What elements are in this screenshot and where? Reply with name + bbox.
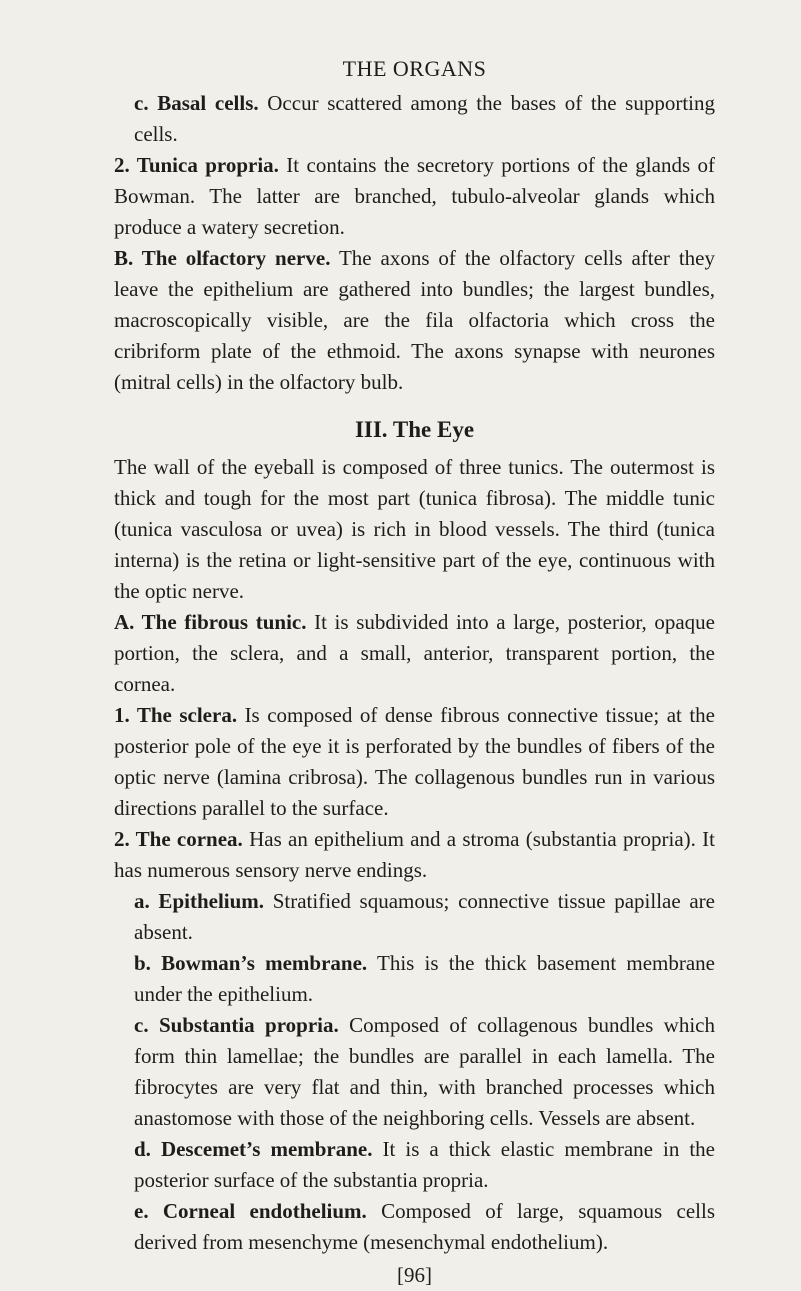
paragraph <box>114 452 715 607</box>
paragraph-text: Occur scattered among the bases of the supporting cells. <box>134 91 715 147</box>
top-paragraphs <box>114 88 715 398</box>
paragraph <box>114 886 715 948</box>
paragraph-text: The axons of the olfactory cells after they leave the epithelium are gathered into bundles; the largest bundles, macroscopically visible, are the fila olfactoria which cross the cribriform plate of the ethmoid. The axons synapse with neurones (mitral cells) in the olfactory bulb. <box>114 246 715 395</box>
running-head: THE ORGANS <box>342 56 487 81</box>
paragraph-lead: d. Descemet’s membrane. <box>134 1136 373 1161</box>
paragraph-text: Composed of collagenous bundles which form thin lamellae; the bundles are parallel in each lamella. The fibrocytes are very flat and thin, with branched processes which anastomose with those of the neighboring cells. Vessels are absent. <box>134 1012 715 1130</box>
paragraph-text: Is composed of dense fibrous connective tissue; at the posterior pole of the eye it is perforated by the bundles of fibers of the optic nerve (lamina cribrosa). The collagenous bundles run in various directions parallel to the surface. <box>114 702 715 820</box>
paragraph-lead: 2. The cornea. <box>114 826 243 851</box>
paragraph <box>114 824 715 886</box>
paragraph-text: The wall of the eyeball is composed of three tunics. The outermost is thick and tough for the most part (tunica fibrosa). The middle tunic (tunica vasculosa or uvea) is rich in blood vessels. The third (tunica interna) is the retina or light-sensitive part of the eye, continuous with the optic nerve. <box>114 454 715 603</box>
paragraph-lead: e. Corneal endothelium. <box>134 1198 367 1223</box>
paragraph <box>114 948 715 1010</box>
paragraph-lead: c. Substantia propria. <box>134 1012 339 1037</box>
paragraph <box>114 1010 715 1134</box>
paragraph <box>114 1196 715 1258</box>
paragraph-text: This is the thick basement membrane under the epithelium. <box>134 950 715 1006</box>
paragraph-lead: b. Bowman’s membrane. <box>134 950 368 975</box>
paragraph-lead: B. The olfactory nerve. <box>114 246 331 271</box>
paragraph <box>114 607 715 700</box>
paragraph-text: Has an epithelium and a stroma (substantia propria). It has numerous sensory nerve endings. <box>114 826 715 882</box>
paragraph <box>114 1134 715 1196</box>
paragraph-lead: a. Epithelium. <box>134 888 265 913</box>
page-number: [96] <box>397 1262 432 1287</box>
paragraph-text: It is a thick elastic membrane in the posterior surface of the substantia propria. <box>134 1136 716 1192</box>
paragraph <box>114 243 715 398</box>
paragraph-lead: 2. Tunica propria. <box>114 153 279 178</box>
section-title: III. The Eye <box>354 417 475 443</box>
paragraph-lead: c. Basal cells. <box>134 91 259 116</box>
paragraph-text: It contains the secretory portions of the glands of Bowman. The latter are branched, tubulo-alveolar glands which produce a watery secretion. <box>114 153 715 240</box>
paragraph-text: Composed of large, squamous cells derived from mesenchyme (mesenchymal endothelium). <box>134 1198 715 1254</box>
paragraph-lead: 1. The sclera. <box>114 702 238 727</box>
paragraph-text: Stratified squamous; connective tissue papillae are absent. <box>134 888 715 944</box>
paragraph <box>114 150 715 243</box>
paragraph-lead: A. The fibrous tunic. <box>114 609 307 634</box>
bottom-paragraphs <box>114 452 715 1258</box>
paragraph <box>114 88 715 150</box>
paragraph <box>114 700 715 824</box>
paragraph-text: It is subdivided into a large, posterior, opaque portion, the sclera, and a small, anterior, transparent portion, the cornea. <box>114 609 715 696</box>
